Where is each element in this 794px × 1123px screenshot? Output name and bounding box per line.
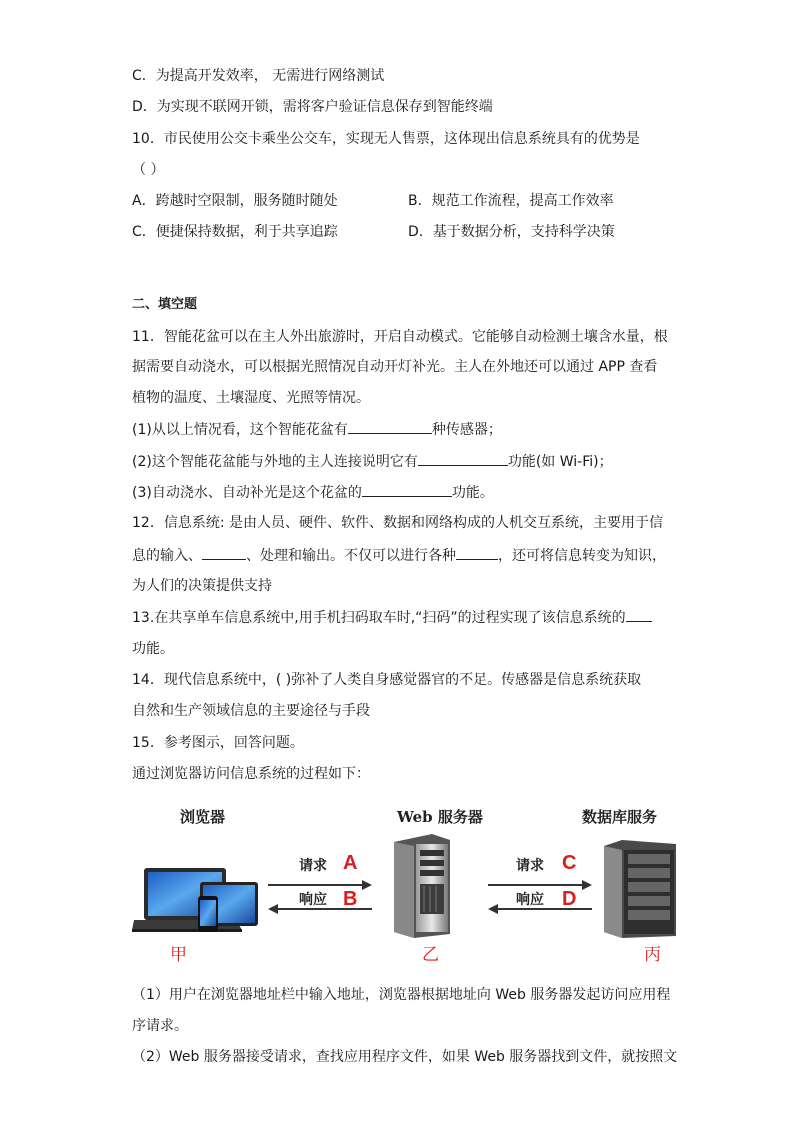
- browser-title: 浏览器: [180, 808, 226, 826]
- answer-blank[interactable]: [456, 545, 498, 560]
- q10-option-a: A．跨越时空限制，服务随时随处: [132, 193, 338, 209]
- label-yi: 乙: [422, 945, 439, 965]
- q11-sub2: [132, 451, 613, 472]
- response-arrow-1: [268, 904, 372, 914]
- q12-line2-b: 、处理和输出。不仅可以进行各种: [246, 548, 456, 564]
- browser-devices-icon: [132, 858, 267, 938]
- q9-option-d: D．为实现不联网开锁，需将客户验证信息保存到智能终端: [132, 99, 493, 115]
- q11-sub3-suffix: 功能。: [451, 485, 494, 501]
- q10-option-b: B．规范工作流程，提高工作效率: [408, 193, 614, 209]
- response-label-2: 响应: [516, 892, 544, 908]
- web-server-icon: [388, 834, 452, 938]
- q12-line3: 为人们的决策提供支持: [132, 578, 272, 594]
- label-jia: 甲: [170, 945, 187, 965]
- q15-line2: 通过浏览器访问信息系统的过程如下：: [132, 766, 370, 782]
- q11-line1: 11．智能花盆可以在主人外出旅游时，开启自动模式。它能够自动检测土壤含水量，根: [132, 329, 668, 345]
- q11-sub3: [132, 482, 494, 503]
- q11-sub3-text: (3)自动浇水、自动补光是这个花盆的: [132, 485, 362, 501]
- response-label-1: 响应: [299, 892, 327, 908]
- letter-c: C: [562, 852, 577, 874]
- answer-blank[interactable]: [626, 607, 652, 622]
- q11-line2: 据需要自动浇水，可以根据光照情况自动开灯补光。主人在外地还可以通过 APP 查看: [132, 359, 658, 375]
- letter-b: B: [343, 888, 358, 910]
- answer-blank[interactable]: [362, 482, 452, 497]
- section-heading: 二、填空题: [132, 297, 198, 312]
- database-server-title: 数据库服务: [582, 808, 658, 826]
- q15-step1-line2: 序请求。: [132, 1018, 188, 1034]
- request-label-1: 请求: [299, 858, 327, 874]
- q15-step2-line1: （2）Web 服务器接受请求，查找应用程序文件，如果 Web 服务器找到文件，就按照文: [132, 1049, 678, 1065]
- answer-blank[interactable]: [202, 545, 246, 560]
- q10-answer-paren: （ ）: [132, 162, 165, 178]
- q9-option-c: C．为提高开发效率， 无需进行网络测试: [132, 68, 385, 84]
- web-server-title: Web 服务器: [397, 808, 483, 826]
- q14-line2: 自然和生产领域信息的主要途径与手段: [132, 703, 370, 719]
- q13-line1-text: 13.在共享单车信息系统中,用手机扫码取车时,“扫码”的过程实现了该信息系统的: [132, 610, 626, 626]
- q11-sub2-suffix: 功能(如 Wi-Fi)；: [507, 454, 613, 470]
- q15-step1-line1: （1）用户在浏览器地址栏中输入地址，浏览器根据地址向 Web 服务器发起访问应用程: [132, 987, 671, 1003]
- database-server-icon: [602, 840, 678, 938]
- q11-sub1-suffix: 种传感器；: [431, 422, 502, 438]
- q11-sub2-text: (2)这个智能花盆能与外地的主人连接说明它有: [132, 454, 418, 470]
- letter-d: D: [562, 888, 577, 910]
- answer-blank[interactable]: [418, 451, 508, 466]
- answer-blank[interactable]: [348, 419, 432, 434]
- q12-line1: 12．信息系统: 是由人员、硬件、软件、数据和网络构成的人机交互系统，主要用于信: [132, 515, 663, 531]
- q13-line1: [132, 607, 652, 628]
- label-bing: 丙: [644, 945, 661, 965]
- q10-stem: 10．市民使用公交卡乘坐公交车，实现无人售票，这体现出信息系统具有的优势是: [132, 131, 640, 147]
- letter-a: A: [343, 852, 358, 874]
- q10-option-c: C．便捷保持数据，利于共享追踪: [132, 224, 338, 240]
- q11-line3: 植物的温度、土壤湿度、光照等情况。: [132, 390, 370, 406]
- request-label-2: 请求: [516, 858, 544, 874]
- q14-line1: 14．现代信息系统中，( )弥补了人类自身感觉器官的不足。传感器是信息系统获取: [132, 672, 642, 688]
- q13-line2: 功能。: [132, 641, 174, 657]
- browser-access-diagram: [132, 800, 692, 970]
- q12-line2-a: 息的输入、: [132, 548, 202, 564]
- q11-sub1: [132, 419, 502, 440]
- q10-option-d: D．基于数据分析，支持科学决策: [408, 224, 615, 240]
- q15-line1: 15．参考图示，回答问题。: [132, 735, 304, 751]
- q12-line2: [132, 545, 666, 566]
- q11-sub1-text: (1)从以上情况看，这个智能花盆有: [132, 422, 348, 438]
- response-arrow-2: [488, 904, 592, 914]
- q12-line2-c: ，还可将信息转变为知识，: [498, 548, 666, 564]
